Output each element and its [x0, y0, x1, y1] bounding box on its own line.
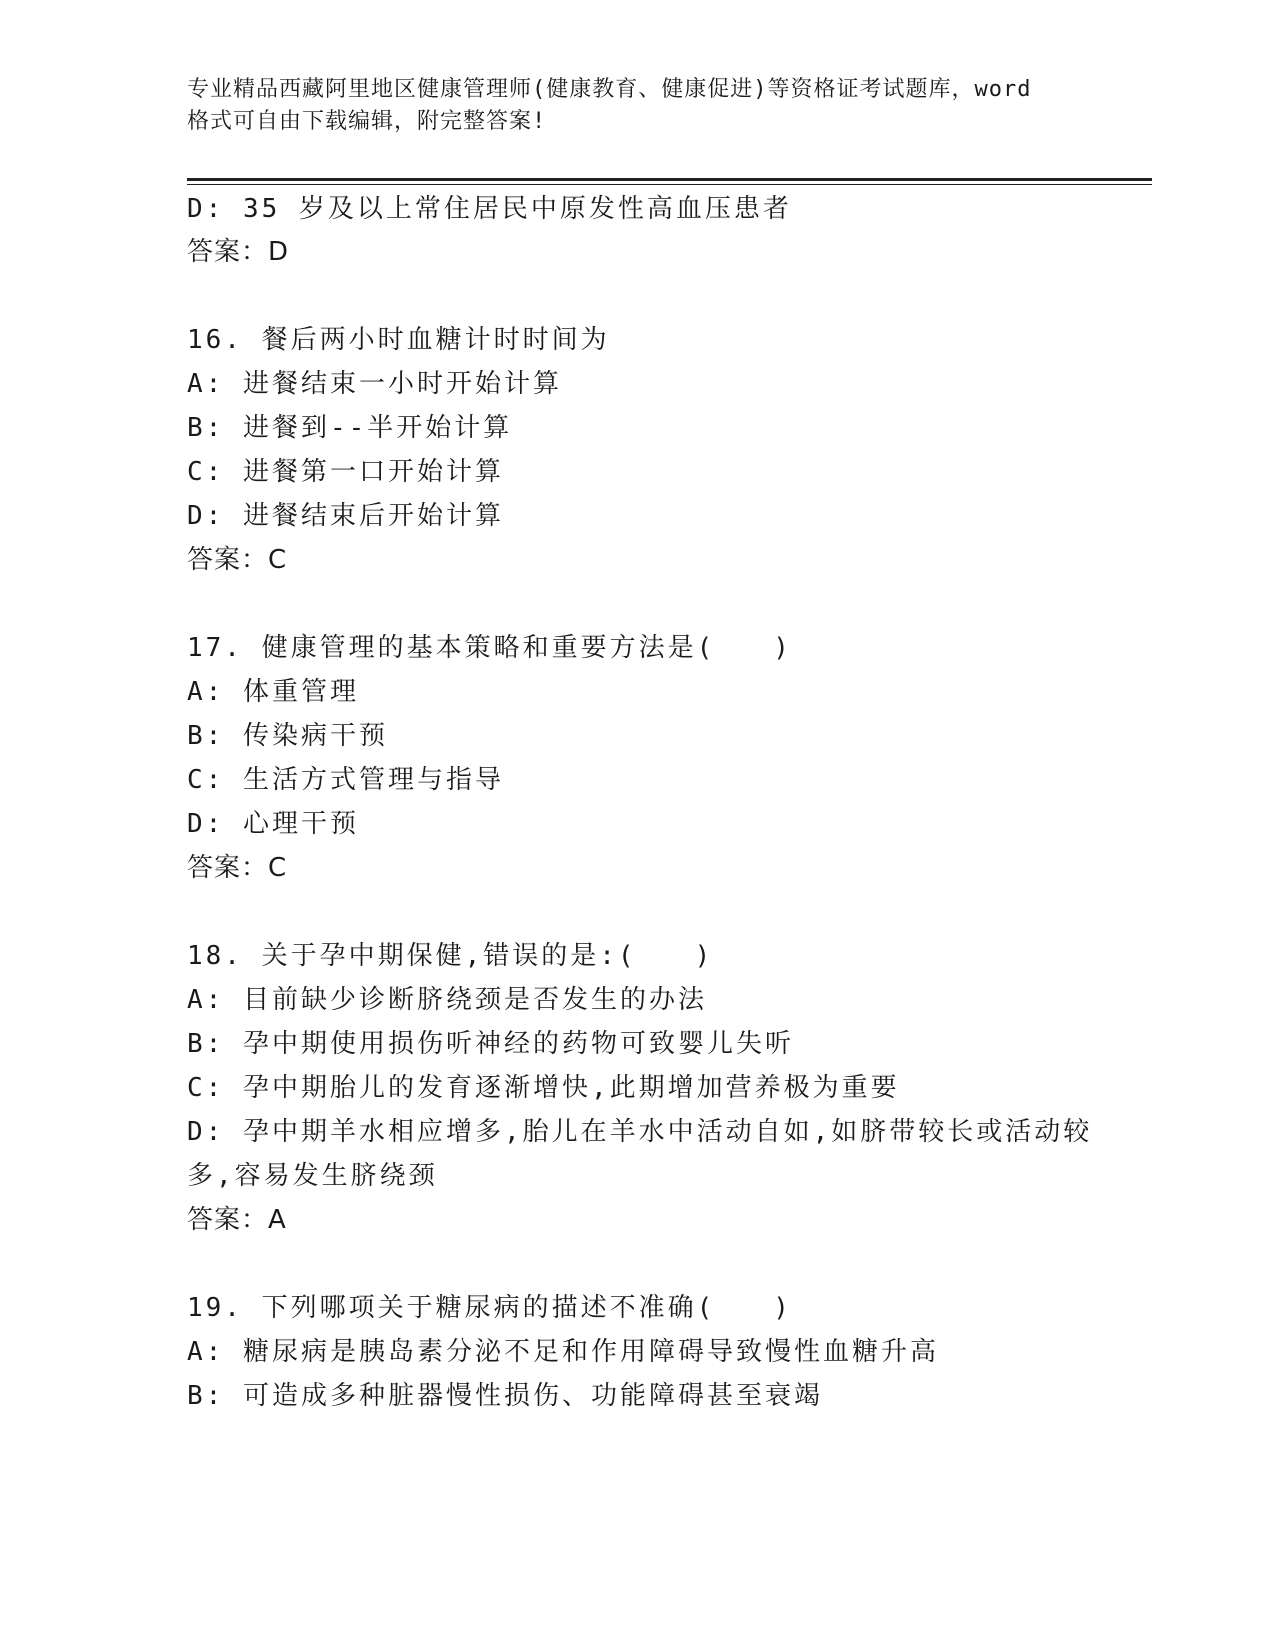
q16-option-d: D: 进餐结束后开始计算: [187, 501, 504, 531]
q18-question: 18. 关于孕中期保健,错误的是:( ): [187, 941, 714, 971]
q18-option-b: B: 孕中期使用损伤听神经的药物可致婴儿失听: [187, 1029, 794, 1059]
q18-option-c: C: 孕中期胎儿的发育逐渐增快,此期增加营养极为重要: [187, 1073, 900, 1103]
document-header: [187, 74, 1087, 138]
q19-question: 19. 下列哪项关于糖尿病的描述不准确( ): [187, 1293, 792, 1323]
q17-option-c: C: 生活方式管理与指导: [187, 765, 504, 795]
q18-answer: 答案：A: [187, 1205, 287, 1235]
q19-option-a: A: 糖尿病是胰岛素分泌不足和作用障碍导致慢性血糖升高: [187, 1337, 939, 1367]
q17-question: 17. 健康管理的基本策略和重要方法是( ): [187, 633, 792, 663]
header-line-1: 专业精品西藏阿里地区健康管理师(健康教育、健康促进)等资格证考试题库，word: [187, 77, 1032, 102]
q19-option-b: B: 可造成多种脏器慢性损伤、功能障碍甚至衰竭: [187, 1381, 823, 1411]
prev-answer: 答案：D: [187, 237, 290, 267]
q18-option-a: A: 目前缺少诊断脐绕颈是否发生的办法: [187, 985, 707, 1015]
q16-option-a: A: 进餐结束一小时开始计算: [187, 369, 562, 399]
q17-option-a: A: 体重管理: [187, 677, 359, 707]
q18-option-d: D: 孕中期羊水相应增多,胎儿在羊水中活动自如,如脐带较长或活动较: [187, 1117, 1093, 1147]
prev-option-d: D: 35 岁及以上常住居民中原发性高血压患者: [187, 194, 792, 224]
q16-option-b: B: 进餐到--半开始计算: [187, 413, 513, 443]
q16-answer: 答案：C: [187, 545, 288, 575]
header-rule-thick: [187, 178, 1152, 181]
q16-question: 16. 餐后两小时血糖计时时间为: [187, 325, 610, 355]
header-rule-thin: [187, 184, 1152, 185]
q17-option-b: B: 传染病干预: [187, 721, 388, 751]
q16-option-c: C: 进餐第一口开始计算: [187, 457, 504, 487]
header-line-2: 格式可自由下载编辑，附完整答案!: [187, 109, 547, 134]
q17-option-d: D: 心理干预: [187, 809, 359, 839]
q17-answer: 答案：C: [187, 853, 288, 883]
q18-option-d-continued: 多,容易发生脐绕颈: [187, 1161, 438, 1191]
